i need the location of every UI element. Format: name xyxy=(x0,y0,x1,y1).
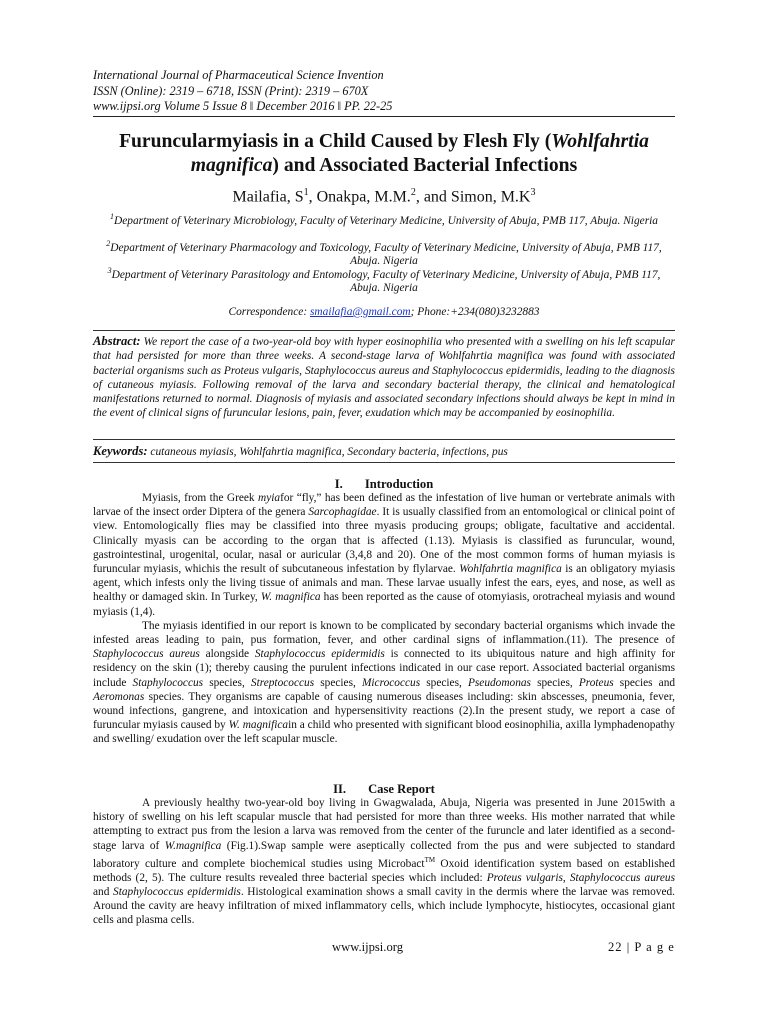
footer-url: www.ijpsi.org xyxy=(332,940,404,954)
journal-issn: ISSN (Online): 2319 – 6718, ISSN (Print): 2319 – 670X xyxy=(93,83,369,98)
keywords-label: Keywords: xyxy=(93,444,148,458)
footer-page-number: 22 | P a g e xyxy=(608,940,675,954)
author-2: , Onakpa, M.M. xyxy=(308,188,411,206)
journal-header xyxy=(93,68,653,115)
correspondence: Correspondence: smailafia@gmail.com; Phone:+234(080)3232883 xyxy=(228,306,540,318)
header-divider xyxy=(93,116,675,117)
abstract-bottom-rule xyxy=(93,439,675,440)
title-part1: Furuncularmyiasis in a Child Caused by Flesh Fly ( xyxy=(119,131,552,152)
correspondence-email-link[interactable]: smailafia@gmail.com xyxy=(310,306,411,318)
journal-name: International Journal of Pharmaceutical Science Invention xyxy=(93,68,384,82)
abstract-top-rule xyxy=(93,330,675,331)
author-1: Mailafia, S xyxy=(232,188,304,206)
abstract xyxy=(93,334,675,421)
case-paragraph-1: A previously healthy two-year-old boy living in Gwagwalada, Abuja, Nigeria was presented in June 2015with a history of swelling on his left scapular muscle that had persisted for more than three weeks. His mother narrated that while attempting to extract pus from the lesion a larva was removed from the center of the furuncle and later identified as a second-stage larva of W.magnifica (Fig.1).Swap sample were aseptically collected from the pus and were subjected to standard laboratory culture and complete biochemical studies using Microbact™ Oxoid identification system based on established methods (2, 5). The culture results revealed three bacterial species which included: Proteus vulgaris, Staphylococcus aureus and Staphylococcus epidermidis. Histological examination shows a small cavity in the dermis where the larvae was removed. Around the cavity are heavy infiltration of mixed inflammatory cells, which include lymphocyte, histiocytes, occasional giant cells and plasma cells. xyxy=(93,797,676,927)
title-part2: ) and Associated Bacterial Infections xyxy=(272,155,578,176)
journal-volume: www.ijpsi.org Volume 5 Issue 8 ǁ December 2016 ǁ PP. 22-25 xyxy=(93,99,393,113)
keywords xyxy=(93,444,675,459)
affiliation-3: $^3$Department of Veterinary Parasitology and Entomology, Faculty of Veterinary Medicine, University of Abuja, PMB 117, Abuja. Nigeria xyxy=(107,266,661,295)
title-species: Wohlfahrtia magnifica xyxy=(190,131,649,176)
intro-paragraph-1: Myiasis, from the Greek myiafor “fly,” has been defined as the infestation of live human or vertebrate animals with larvae of the insect order Diptera of the genera Sarcophagidae. It is usually classified from an entomological or clinical point of view. Entomologically flies may be classified into three myasis producing groups; obligate, facultative and accidental. Clinically myasis can be according to the organ that is affected (1.13). Myiasis is classified as furuncular, wound, gastrointestinal, urogenital, ocular, nasal or auricular (3,4,8 and 20). One of the most common forms of human myiasis is furuncular myiasis, whichis the result of subcutaneous infestation by flylarvae. Wohlfahrtia magnifica is an obligatory myiasis agent, which infests only the living tissue of animals and man. These larvae usually infest the ears, eyes, and nose, as well as healthy or damaged skin. In Turkey, W. magnifica has been reported as the cause of otomyiasis, orotracheal myiasis and wound myiasis (1,4). xyxy=(93,492,676,618)
abstract-text: We report the case of a two-year-old boy with hyper eosinophilia who presented with a swelling on his left scapular that had persisted for more than three weeks. A second-stage larva of Wohlfahrtia magnifica was found with associated bacterial organisms such as Proteus vulgaris, Staphylococcus aureus and Staphylococcus epidermidis, leading to the diagnosis of cutaneous myiasis. Following removal of the larva and secondary bacterial therapy, the clinical and hematological manifestations returned to normal. Diagnosis of myiasis and associated secondary infections should always be kept in mind in the event of clinical signs of furuncular lesions, pain, fever, exudation which may be accompanied by eosinophilia. xyxy=(93,336,675,420)
keywords-text: cutaneous myiasis, Wohlfahrtia magnifica, Secondary bacteria, infections, pus xyxy=(147,446,508,458)
introduction-body xyxy=(93,491,675,747)
intro-paragraph-2: The myiasis identified in our report is known to be complicated by secondary bacterial organisms which invade the infested areas leading to pain, pus formation, fever, and other cardinal signs of inflammation.(11). The presence of Staphylococcus aureus alongside Staphylococcus epidermidis is connected to its ubiquitous nature and high affinity for residency on the skin (1); thereby causing the purulent infections indicated in our case report. Associated bacterial organisms include Staphylococcus species, Streptococcus species, Micrococcus species, Pseudomonas species, Proteus species and Aeromonas species. They organisms are capable of causing numerous diseases including: skin abscesses, pneumonia, fever, wound infections, gangrene, and intoxication and hypersensitivity reactions (2).In the present study, we report a case of furuncular myiasis caused by W. magnificain a child who presented with significant blood eosinophilia, axilla lymphadenopathy and swelling/ exudation over the left scapular muscle. xyxy=(93,619,676,746)
section-heading-introduction: I. Introduction xyxy=(334,477,434,491)
section-heading-case-report: II. Case Report xyxy=(333,782,435,796)
keywords-rule xyxy=(93,462,675,463)
author-list: Mailafia, $S^1$, Onakpa, M.M.$^2$, and Simon, $M.K^3$ xyxy=(232,187,536,206)
case-report-body xyxy=(93,796,675,928)
paper-title xyxy=(93,130,675,178)
abstract-label: Abstract: xyxy=(93,334,141,348)
affiliation-1: $^1$Department of Veterinary Microbiology, Faculty of Veterinary Medicine, University of Abuja, PMB 117, Abuja. Nigeria xyxy=(109,212,658,227)
author-3: , and Simon, M.K xyxy=(415,188,531,206)
affiliation-2: $^2$Department of Veterinary Pharmacology and Toxicology, Faculty of Veterinary Medicine, University of Abuja, PMB 117, Abuja. Nigeria xyxy=(106,239,662,268)
